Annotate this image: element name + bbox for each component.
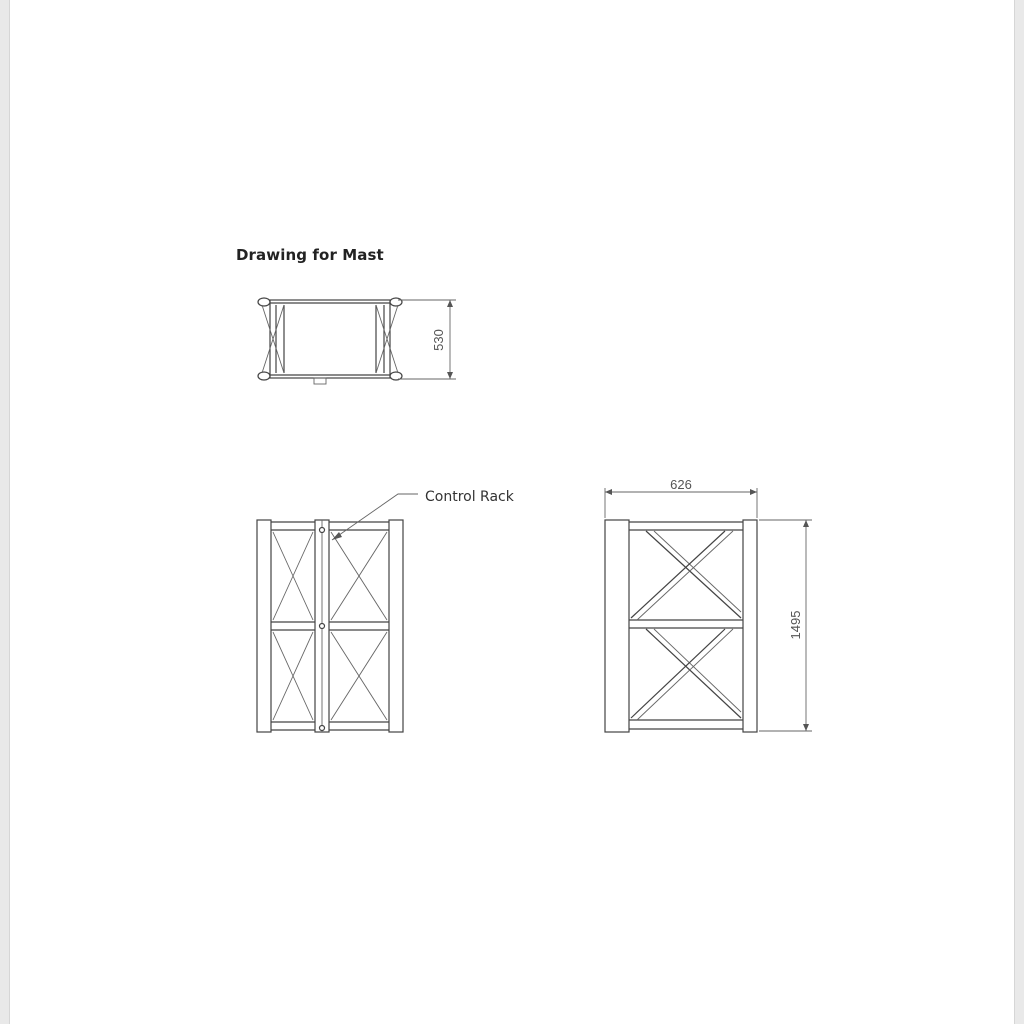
dim-626: 626	[670, 477, 692, 492]
mast-side-view	[605, 477, 812, 732]
mast-top-view	[258, 298, 456, 384]
dim-1495: 1495	[788, 610, 803, 640]
mast-front-view	[257, 494, 418, 732]
dim-530: 530	[431, 329, 446, 351]
drawing-title: Drawing for Mast	[236, 246, 384, 264]
control-rack-label: Control Rack	[425, 489, 514, 505]
